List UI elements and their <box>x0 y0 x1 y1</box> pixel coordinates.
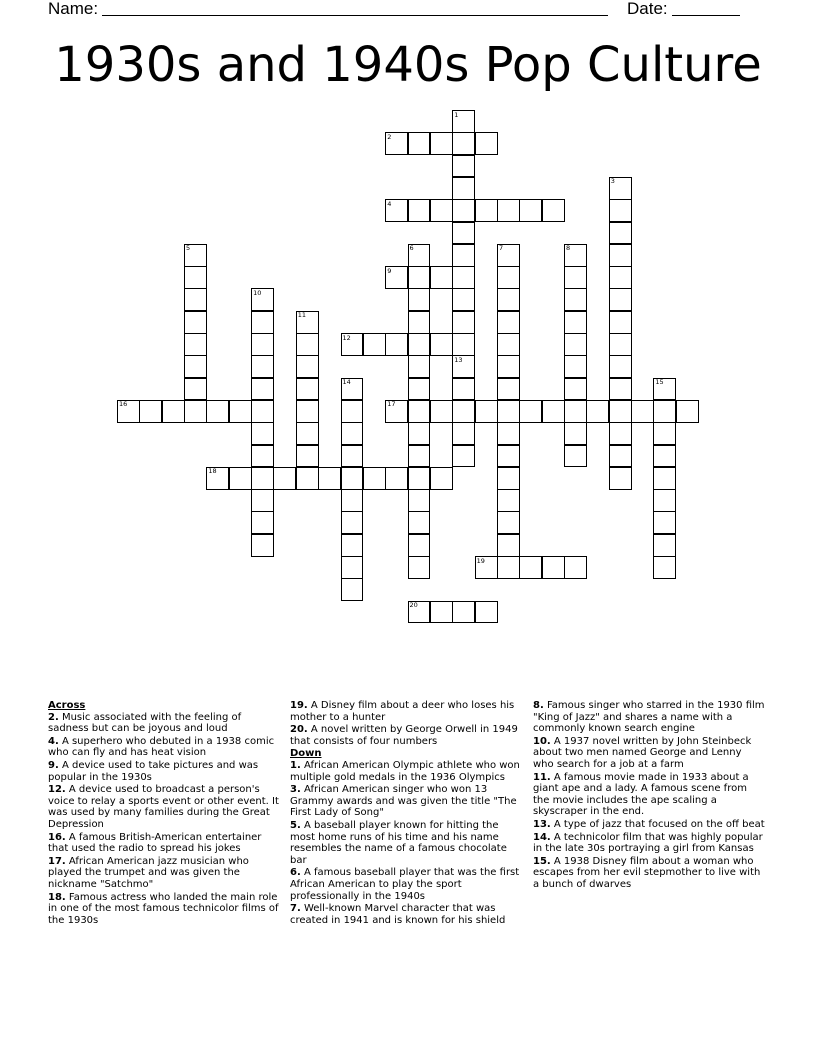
grid-cell[interactable] <box>296 445 319 468</box>
clue-across-4: 4. A superhero who debuted in a 1938 comic who can fly and has heat vision <box>48 735 275 759</box>
grid-cell[interactable] <box>408 511 431 534</box>
grid-cell[interactable] <box>251 355 274 378</box>
grid-cell[interactable] <box>430 601 453 624</box>
grid-cell[interactable] <box>251 534 274 557</box>
clue-number: 6 <box>409 244 414 253</box>
clue-down-13: 13. A type of jazz that focused on the off beat <box>533 818 765 830</box>
clue-down-1: 1. African American Olympic athlete who won multiple gold medals in the 1936 Olympics <box>290 759 520 783</box>
grid-cell[interactable] <box>385 333 408 356</box>
clue-number: 13 <box>454 355 463 364</box>
clue-down-6: 6. A famous baseball player that was the first African American to play the sport professionally in the 1940s <box>290 867 520 902</box>
grid-cell[interactable] <box>184 355 207 378</box>
header <box>48 0 748 20</box>
grid-cell[interactable] <box>609 199 632 222</box>
clue-number: 5 <box>186 244 191 253</box>
grid-cell[interactable] <box>542 556 565 579</box>
grid-cell[interactable] <box>475 601 498 624</box>
grid-cell[interactable] <box>408 132 431 155</box>
date-label: Date: <box>627 0 668 18</box>
clue-across-17: 17. African American jazz musician who played the trumpet and was given the nickname "Satchmo" <box>48 855 249 890</box>
grid-cell[interactable] <box>475 400 498 423</box>
grid-cell[interactable] <box>564 378 587 401</box>
grid-cell[interactable] <box>363 467 386 490</box>
grid-cell[interactable] <box>184 400 207 423</box>
grid-cell[interactable] <box>296 400 319 423</box>
down-heading: Down <box>290 748 322 760</box>
page-title: 1930s and 1940s Pop Culture <box>54 37 762 93</box>
grid-cell[interactable] <box>341 489 364 512</box>
grid-cell[interactable] <box>519 556 542 579</box>
clue-down-15: 15. A 1938 Disney film about a woman who escapes from her evil stepmother to live with a bunch of dwarves <box>533 855 761 890</box>
grid-cell[interactable] <box>452 266 475 289</box>
grid-cell[interactable] <box>184 288 207 311</box>
grid-cell[interactable] <box>296 333 319 356</box>
grid-cell[interactable] <box>273 467 296 490</box>
grid-cell[interactable] <box>184 244 207 267</box>
grid-cell[interactable] <box>609 222 632 245</box>
grid-cell[interactable] <box>296 355 319 378</box>
grid-cell[interactable] <box>341 422 364 445</box>
grid-cell[interactable] <box>609 177 632 200</box>
grid-cell[interactable] <box>117 400 140 423</box>
grid-cell[interactable] <box>452 378 475 401</box>
clue-number: 4 <box>387 199 392 208</box>
grid-cell[interactable] <box>609 288 632 311</box>
clue-number: 19 <box>476 556 485 565</box>
grid-cell[interactable] <box>653 556 676 579</box>
clue-down-11: 11. A famous movie made in 1933 about a giant ape and a lady. A famous scene from the movie includes the ape scaling a skyscraper in the end. <box>533 771 749 818</box>
clue-number: 20 <box>409 601 418 610</box>
grid-cell[interactable] <box>251 467 274 490</box>
grid-cell[interactable] <box>452 311 475 334</box>
clue-across-12: 12. A device used to broadcast a person's voice to relay a sports event or other event. It was used by many families during the Great Depression <box>48 784 279 830</box>
clues-column-1 <box>48 700 283 927</box>
clue-number: 18 <box>208 467 217 476</box>
grid-cell[interactable] <box>564 422 587 445</box>
grid-cell[interactable] <box>251 288 274 311</box>
clue-number: 12 <box>342 333 351 342</box>
grid-cell[interactable] <box>452 132 475 155</box>
grid-cell[interactable] <box>251 400 274 423</box>
grid-cell[interactable] <box>363 333 386 356</box>
grid-cell[interactable] <box>162 400 185 423</box>
grid-cell[interactable] <box>408 355 431 378</box>
clue-number: 8 <box>566 244 571 253</box>
grid-cell[interactable] <box>408 244 431 267</box>
grid-cell[interactable] <box>497 422 520 445</box>
clue-across-2: 2. Music associated with the feeling of sadness but can be joyous and loud <box>48 711 242 735</box>
grid-cell[interactable] <box>609 244 632 267</box>
grid-cell[interactable] <box>251 422 274 445</box>
grid-cell[interactable] <box>430 333 453 356</box>
grid-cell[interactable] <box>251 445 274 468</box>
grid-cell[interactable] <box>452 445 475 468</box>
grid-cell[interactable] <box>251 378 274 401</box>
grid-cell[interactable] <box>497 378 520 401</box>
grid-cell[interactable] <box>385 266 408 289</box>
grid-cell[interactable] <box>430 266 453 289</box>
grid-cell[interactable] <box>564 445 587 468</box>
grid-cell[interactable] <box>475 556 498 579</box>
clue-across-18: 18. Famous actress who landed the main role in one of the most famous technicolor films of the 1930s <box>48 891 279 926</box>
grid-cell[interactable] <box>251 333 274 356</box>
grid-cell[interactable] <box>408 378 431 401</box>
grid-cell[interactable] <box>430 199 453 222</box>
grid-cell[interactable] <box>564 556 587 579</box>
grid-cell[interactable] <box>251 311 274 334</box>
clue-number: 3 <box>610 177 615 186</box>
clue-number: 7 <box>498 244 504 253</box>
grid-cell[interactable] <box>609 422 632 445</box>
grid-cell[interactable] <box>497 355 520 378</box>
grid-cell[interactable] <box>564 355 587 378</box>
grid-cell[interactable] <box>653 534 676 557</box>
grid-cell[interactable] <box>229 400 252 423</box>
grid-cell[interactable] <box>497 244 520 267</box>
grid-cell[interactable] <box>430 400 453 423</box>
grid-cell[interactable] <box>341 333 364 356</box>
clue-number: 16 <box>119 400 128 409</box>
clue-number: 2 <box>387 132 392 141</box>
clues-column-2 <box>290 700 522 927</box>
name-field[interactable] <box>102 15 608 16</box>
clue-number: 14 <box>342 378 351 387</box>
grid-cell[interactable] <box>609 311 632 334</box>
grid-cell[interactable] <box>519 400 542 423</box>
grid-cell[interactable] <box>497 467 520 490</box>
clue-across-9: 9. A device used to take pictures and was popular in the 1930s <box>48 759 259 783</box>
grid-cell[interactable] <box>452 422 475 445</box>
clue-number: 15 <box>655 378 664 387</box>
grid-cell[interactable] <box>519 199 542 222</box>
grid-cell[interactable] <box>475 199 498 222</box>
grid-cell[interactable] <box>497 199 520 222</box>
grid-cell[interactable] <box>341 400 364 423</box>
grid-cell[interactable] <box>184 266 207 289</box>
grid-cell[interactable] <box>452 400 475 423</box>
clue-across-16: 16. A famous British-American entertainer that used the radio to spread his jokes <box>48 831 262 855</box>
grid-cell[interactable] <box>653 378 676 401</box>
clue-across-20: 20. A novel written by George Orwell in 1949 that consists of four numbers <box>290 724 518 747</box>
grid-cell[interactable] <box>609 333 632 356</box>
grid-cell[interactable] <box>497 445 520 468</box>
grid-cell[interactable] <box>609 355 632 378</box>
clue-down-5: 5. A baseball player known for hitting the most home runs of his time and his name resembles the name of a famous chocolate bar <box>290 819 507 866</box>
grid-cell[interactable] <box>206 400 229 423</box>
grid-cell[interactable] <box>497 288 520 311</box>
grid-cell[interactable] <box>653 489 676 512</box>
clue-down-8: 8. Famous singer who starred in the 1930 film "King of Jazz" and shares a name with a commonly known search engine <box>533 700 765 735</box>
clue-number: 1 <box>454 110 459 119</box>
grid-cell[interactable] <box>609 400 632 423</box>
grid-cell[interactable] <box>408 266 431 289</box>
grid-cell[interactable] <box>497 511 520 534</box>
grid-cell[interactable] <box>452 355 475 378</box>
grid-cell[interactable] <box>653 467 676 490</box>
grid-cell[interactable] <box>408 199 431 222</box>
grid-cell[interactable] <box>408 288 431 311</box>
across-heading: Across <box>48 700 86 711</box>
grid-cell[interactable] <box>206 467 229 490</box>
grid-cell[interactable] <box>184 333 207 356</box>
grid-cell[interactable] <box>631 400 654 423</box>
grid-cell[interactable] <box>497 311 520 334</box>
clue-number: 9 <box>387 266 392 275</box>
grid-cell[interactable] <box>251 511 274 534</box>
grid-cell[interactable] <box>542 400 565 423</box>
grid-cell[interactable] <box>452 601 475 624</box>
grid-cell[interactable] <box>341 511 364 534</box>
grid-cell[interactable] <box>341 445 364 468</box>
grid-cell[interactable] <box>452 177 475 200</box>
grid-cell[interactable] <box>497 266 520 289</box>
grid-cell[interactable] <box>318 467 341 490</box>
clues-column-3 <box>533 700 765 892</box>
grid-cell[interactable] <box>385 467 408 490</box>
grid-cell[interactable] <box>609 266 632 289</box>
grid-cell[interactable] <box>184 378 207 401</box>
grid-cell[interactable] <box>564 266 587 289</box>
grid-cell[interactable] <box>452 288 475 311</box>
clue-down-14: 14. A technicolor film that was highly popular in the late 30s portraying a girl from Kansas <box>533 831 763 855</box>
grid-cell[interactable] <box>452 155 475 178</box>
grid-cell[interactable] <box>408 333 431 356</box>
grid-cell[interactable] <box>408 601 431 624</box>
grid-cell[interactable] <box>653 511 676 534</box>
grid-cell[interactable] <box>296 378 319 401</box>
grid-cell[interactable] <box>497 400 520 423</box>
grid-cell[interactable] <box>341 556 364 579</box>
grid-cell[interactable] <box>564 333 587 356</box>
grid-cell[interactable] <box>408 400 431 423</box>
grid-cell[interactable] <box>139 400 162 423</box>
grid-cell[interactable] <box>653 422 676 445</box>
grid-cell[interactable] <box>609 378 632 401</box>
grid-cell[interactable] <box>564 288 587 311</box>
grid-cell[interactable] <box>408 489 431 512</box>
grid-cell[interactable] <box>497 556 520 579</box>
grid-cell[interactable] <box>229 467 252 490</box>
grid-cell[interactable] <box>430 132 453 155</box>
clue-number: 11 <box>297 311 307 320</box>
date-field[interactable] <box>672 15 740 16</box>
grid-cell[interactable] <box>408 422 431 445</box>
clue-down-7: 7. Well-known Marvel character that was created in 1941 and is known for his shield <box>290 903 506 926</box>
clue-across-19: 19. A Disney film about a deer who loses his mother to a hunter <box>290 700 515 723</box>
grid-cell[interactable] <box>564 244 587 267</box>
grid-cell[interactable] <box>385 132 408 155</box>
grid-cell[interactable] <box>341 578 364 601</box>
grid-cell[interactable] <box>341 467 364 490</box>
clue-number: 10 <box>253 288 262 297</box>
grid-cell[interactable] <box>564 400 587 423</box>
grid-cell[interactable] <box>497 489 520 512</box>
grid-cell[interactable] <box>497 333 520 356</box>
grid-cell[interactable] <box>296 311 319 334</box>
clue-number: 17 <box>387 400 396 409</box>
clue-down-10: 10. A 1937 novel written by John Steinbeck about two men named George and Lenny who search for a job at a farm <box>533 735 752 770</box>
grid-cell[interactable] <box>542 199 565 222</box>
grid-cell[interactable] <box>586 400 609 423</box>
grid-cell[interactable] <box>452 244 475 267</box>
grid-cell[interactable] <box>408 311 431 334</box>
grid-cell[interactable] <box>653 400 676 423</box>
grid-cell[interactable] <box>341 378 364 401</box>
grid-cell[interactable] <box>341 534 364 557</box>
grid-cell[interactable] <box>430 467 453 490</box>
grid-cell[interactable] <box>408 445 431 468</box>
name-label: Name: <box>48 0 99 18</box>
grid-cell[interactable] <box>497 534 520 557</box>
grid-cell[interactable] <box>452 199 475 222</box>
grid-cell[interactable] <box>385 199 408 222</box>
grid-cell[interactable] <box>609 445 632 468</box>
grid-cell[interactable] <box>452 110 475 133</box>
grid-cell[interactable] <box>408 467 431 490</box>
grid-cell[interactable] <box>609 467 632 490</box>
grid-cell[interactable] <box>184 311 207 334</box>
grid-cell[interactable] <box>653 445 676 468</box>
grid-cell[interactable] <box>408 556 431 579</box>
grid-cell[interactable] <box>385 400 408 423</box>
grid-cell[interactable] <box>251 489 274 512</box>
grid-cell[interactable] <box>452 333 475 356</box>
grid-cell[interactable] <box>475 132 498 155</box>
grid-cell[interactable] <box>452 222 475 245</box>
grid-cell[interactable] <box>296 422 319 445</box>
grid-cell[interactable] <box>676 400 699 423</box>
grid-cell[interactable] <box>564 311 587 334</box>
grid-cell[interactable] <box>296 467 319 490</box>
clue-down-3: 3. African American singer who won 13 Grammy awards and was given the title "The First Lady of Song" <box>290 784 517 819</box>
grid-cell[interactable] <box>408 534 431 557</box>
